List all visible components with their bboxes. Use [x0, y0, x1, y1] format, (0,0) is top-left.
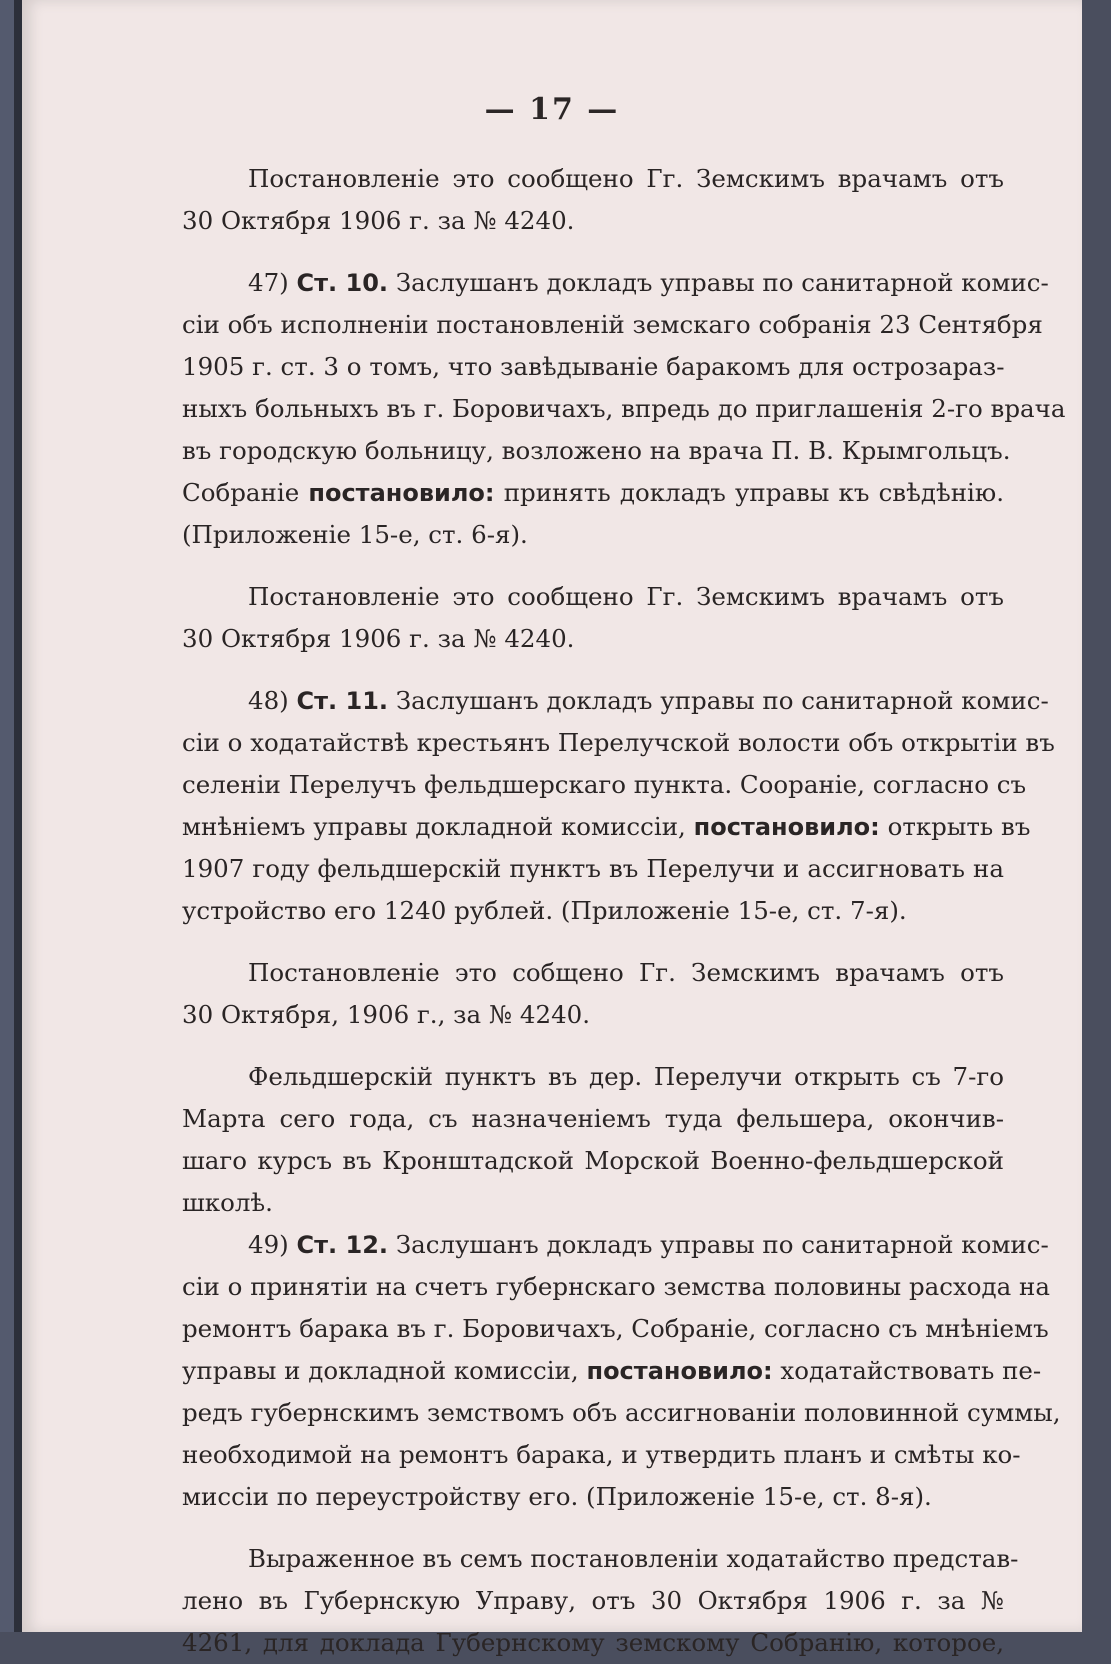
text-line: Постановленіе это сообщено Гг. Земскимъ врачамъ отъ [248, 582, 1004, 611]
text-line: въ городскую больницу, возложено на врача П. В. Крымгольцъ. [182, 436, 1011, 465]
text-line: селеніи Перелучъ фельдшерскаго пункта. Сооpаніе, согласно съ [182, 770, 1027, 799]
scan-background-right [1082, 0, 1111, 1632]
text-line: 30 Октября 1906 г. за № 4240. [182, 624, 575, 653]
text-line: мнѣніемъ управы докладной комиссіи, постановило: открыть въ [182, 812, 1031, 841]
text-line: 4261, для доклада Губернскому земскому Собранію, которое, [182, 1628, 1004, 1657]
item-number: 49) [248, 1230, 289, 1259]
text-line: 1905 г. ст. 3 о томъ, что завѣдываніе баракомъ для острозараз- [182, 352, 1005, 381]
text-line: сіи о ходатайствѣ крестьянъ Перелучской волости объ открытіи въ [182, 728, 1055, 757]
text-line: шаго курсъ въ Кронштадской Морской Военно-фельдшерской [182, 1146, 1004, 1175]
item-number: 48) [248, 686, 289, 715]
paragraph [182, 1056, 1004, 1224]
text-line: Постановленіе это сообщено Гг. Земскимъ врачамъ отъ [248, 164, 1004, 193]
article-number: Ст. 12. [296, 1231, 389, 1259]
text-line: Фельдшерскій пунктъ въ дер. Перелучи открыть съ 7-го [248, 1062, 1004, 1091]
paragraph [182, 952, 1004, 1036]
text-line: 30 Октября 1906 г. за № 4240. [182, 206, 575, 235]
decision-keyword: постановило: [308, 479, 495, 507]
text-line: 48) Ст. 11. Заслушанъ докладъ управы по санитарной комис- [248, 686, 1049, 715]
text-line [182, 262, 1049, 304]
document-page [22, 0, 1082, 1657]
text-line: сіи о принятіи на счетъ губернскаго земства половины расхода на [182, 1272, 1050, 1301]
text-line: школѣ. [182, 1188, 273, 1217]
paragraph [182, 1224, 1061, 1518]
text-line: Выраженное въ семъ постановленіи ходатайство представ- [248, 1544, 1019, 1573]
text-line: управы и докладной комиссіи, постановило: ходатайствовать пе- [182, 1356, 1042, 1385]
text-line: лено въ Губернскую Управу, отъ 30 Октября 1906 г. за № [182, 1586, 1004, 1615]
paragraph [182, 262, 1066, 556]
text-line: (Приложеніе 15-е, ст. 6-я). [182, 520, 528, 549]
item-number: 47) [248, 268, 289, 297]
text-line: 49) Ст. 12. Заслушанъ докладъ управы по санитарной комис- [248, 1230, 1049, 1259]
text-line: необходимой на ремонтъ барака, и утвердить планъ и смѣты ко- [182, 1440, 1021, 1469]
article-number: Ст. 10. [296, 269, 389, 297]
article-number: Ст. 11. [296, 687, 389, 715]
text-line: миссіи по переустройству его. (Приложеніе 15-е, ст. 8-я). [182, 1482, 932, 1511]
page-body [182, 158, 1066, 1664]
paragraph [182, 158, 1004, 242]
page-number: — 17 — [484, 92, 620, 127]
book-binding [14, 0, 22, 1632]
decision-keyword: постановило: [693, 813, 880, 841]
text-line: 30 Октября, 1906 г., за № 4240. [182, 1000, 591, 1029]
text-line: 1907 году фельдшерскій пунктъ въ Перелучи и ассигновать на [182, 854, 1004, 883]
text-line: Собраніе постановило: принять докладъ управы къ свѣдѣнію. [182, 478, 1004, 507]
text-line: редъ губернскимъ земствомъ объ ассигнованіи половинной суммы, [182, 1398, 1061, 1427]
text-line: Постановленіе это собщено Гг. Земскимъ врачамъ отъ [248, 958, 1004, 987]
text-line: ныхъ больныхъ въ г. Боровичахъ, впредь до приглашенія 2-го врача [182, 394, 1066, 423]
line-text: Заслушанъ докладъ управы по санитарной комис- [395, 268, 1049, 297]
paragraph [182, 680, 1055, 932]
decision-keyword: постановило: [586, 1357, 773, 1385]
text-line: ремонтъ барака въ г. Боровичахъ, Собраніе, согласно съ мнѣніемъ [182, 1314, 1049, 1343]
text-line: Марта сего года, съ назначеніемъ туда фельшера, окончив- [182, 1104, 1004, 1133]
paragraph [182, 1538, 1019, 1664]
paragraph [182, 576, 1004, 660]
text-line: сіи объ исполненіи постановленій земскаго собранія 23 Сентября [182, 310, 1043, 339]
text-line: устройство его 1240 рублей. (Приложеніе 15-е, ст. 7-я). [182, 896, 907, 925]
